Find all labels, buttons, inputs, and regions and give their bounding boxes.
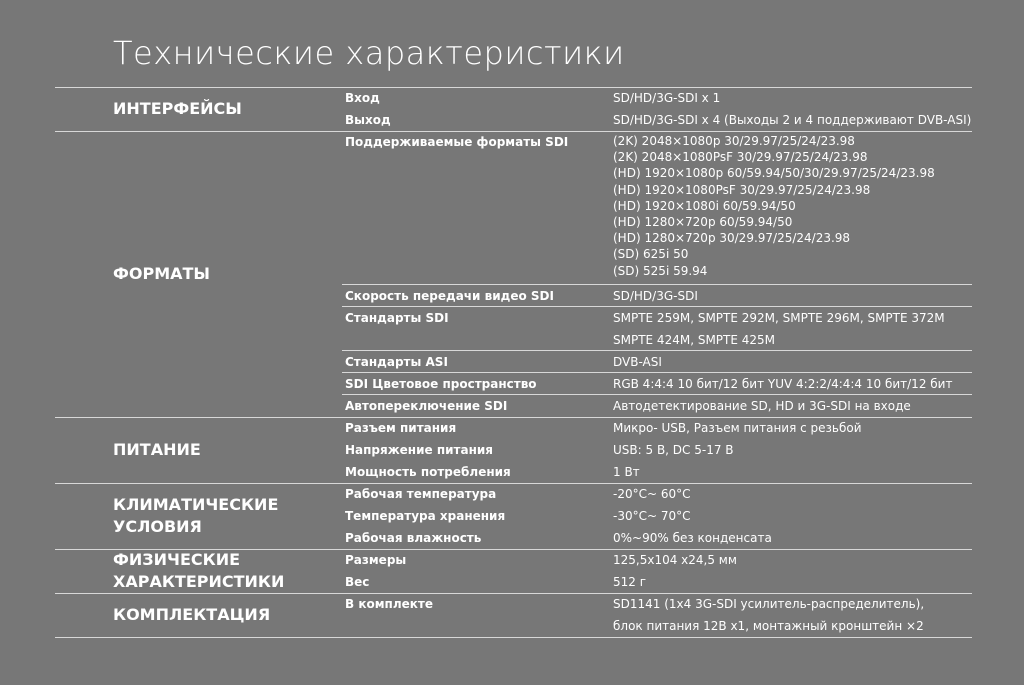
section-heading-line: ПИТАНИЕ <box>113 439 201 459</box>
spec-label: Скорость передачи видео SDI <box>345 288 554 303</box>
spec-value <box>613 571 646 593</box>
spec-label: Стандарты SDI <box>345 310 449 325</box>
section-heading <box>113 98 242 120</box>
spec-value-line: SMPTE 424M, SMPTE 425M <box>613 332 776 347</box>
section-heading-line: КЛИМАТИЧЕСКИЕ <box>113 494 279 514</box>
spec-label: Температура хранения <box>345 508 506 523</box>
spec-value-line: 512 г <box>613 574 647 589</box>
spec-value <box>613 307 945 351</box>
spec-label: Мощность потребления <box>345 464 511 479</box>
spec-value-line: SD1141 (1x4 3G-SDI усилитель-распределитель), <box>613 596 925 611</box>
spec-value-line: (2K) 2048×1080PsF 30/29.97/25/24/23.98 <box>613 150 868 165</box>
spec-value-line: SD/HD/3G-SDI x 1 <box>613 91 721 105</box>
section-heading <box>113 439 201 461</box>
spec-value-line: SD/HD/3G-SDI x 4 (Выходы 2 и 4 поддерживают DVB-ASI) <box>613 113 972 127</box>
spec-value-line: SD/HD/3G-SDI <box>613 288 698 303</box>
spec-value-line: DVB-ASI <box>613 354 662 369</box>
spec-value-line: Микро- USB, Разъем питания с резьбой <box>613 420 862 435</box>
spec-value <box>613 87 720 109</box>
spec-value <box>613 593 924 637</box>
section-heading <box>113 263 210 285</box>
spec-value-line: (HD) 1920×1080p 60/59.94/50/30/29.97/25/24/23.98 <box>613 166 935 181</box>
section-heading <box>113 549 284 593</box>
spec-value <box>613 285 698 307</box>
spec-label: Поддерживаемые форматы SDI <box>345 135 569 149</box>
spec-value <box>613 439 734 461</box>
spec-value-line: (HD) 1920×1080PsF 30/29.97/25/24/23.98 <box>613 182 871 197</box>
spec-label: Разъем питания <box>345 420 457 435</box>
spec-value-line: USB: 5 В, DC 5-17 В <box>613 442 734 457</box>
spec-value <box>613 133 935 279</box>
spec-label: Рабочая температура <box>345 486 497 501</box>
spec-value <box>613 109 971 131</box>
spec-value <box>613 483 691 505</box>
section-heading-line: ИНТЕРФЕЙСЫ <box>113 99 242 118</box>
section-divider <box>55 87 972 88</box>
spec-value-line: (SD) 525i 59.94 <box>613 263 708 278</box>
spec-value-line: SMPTE 259M, SMPTE 292M, SMPTE 296M, SMPTE 372M <box>613 310 945 325</box>
spec-label: Напряжение питания <box>345 442 493 457</box>
spec-value-line: 1 Вт <box>613 464 640 479</box>
spec-value-line: -30°C~ 70°C <box>613 508 691 523</box>
spec-label: В комплекте <box>345 596 433 611</box>
spec-value <box>613 351 662 373</box>
spec-value-line: (HD) 1280×720p 30/29.97/25/24/23.98 <box>613 231 851 246</box>
section-heading-line: ФИЗИЧЕСКИЕ <box>113 549 241 569</box>
spec-value-line: (SD) 625i 50 <box>613 247 689 262</box>
spec-value <box>613 461 640 483</box>
spec-value <box>613 395 911 417</box>
spec-value-line: 125,5x104 x24,5 мм <box>613 552 737 567</box>
spec-value-line: (HD) 1920×1080i 60/59.94/50 <box>613 198 796 213</box>
page-title: Технические характеристики <box>113 34 625 72</box>
spec-label: Стандарты ASI <box>345 354 448 369</box>
spec-value-line: (HD) 1280×720p 60/59.94/50 <box>613 215 793 230</box>
section-heading-line: КОМПЛЕКТАЦИЯ <box>113 604 271 624</box>
spec-label: Выход <box>345 113 391 127</box>
section-heading <box>113 604 270 626</box>
spec-value-line: Автодетектирование SD, HD и 3G-SDI на входе <box>613 398 911 413</box>
spec-label: Размеры <box>345 552 407 567</box>
spec-value <box>613 527 772 549</box>
spec-value <box>613 505 691 527</box>
spec-value-line: (2K) 2048×1080p 30/29.97/25/24/23.98 <box>613 134 855 148</box>
spec-value <box>613 549 737 571</box>
spec-label: Автопереключение SDI <box>345 398 508 413</box>
section-divider <box>55 637 972 638</box>
spec-value <box>613 417 862 439</box>
section-heading <box>113 494 278 538</box>
spec-label: Вход <box>345 91 380 105</box>
spec-value-line: блок питания 12В x1, монтажный кронштейн ×2 <box>613 618 924 633</box>
section-heading-line: УСЛОВИЯ <box>113 516 202 536</box>
spec-label: Рабочая влажность <box>345 530 482 545</box>
spec-label: SDI Цветовое пространство <box>345 376 537 391</box>
spec-value <box>613 373 952 395</box>
spec-value-line: 0%~90% без конденсата <box>613 530 772 545</box>
spec-value-line: -20°C~ 60°C <box>613 486 691 501</box>
spec-label: Вес <box>345 574 370 589</box>
spec-value-line: RGB 4:4:4 10 бит/12 бит YUV 4:2:2/4:4:4 10 бит/12 бит <box>613 376 953 391</box>
section-divider <box>55 483 972 484</box>
section-heading-line: ХАРАКТЕРИСТИКИ <box>113 571 285 591</box>
section-heading-line: ФОРМАТЫ <box>113 263 210 283</box>
